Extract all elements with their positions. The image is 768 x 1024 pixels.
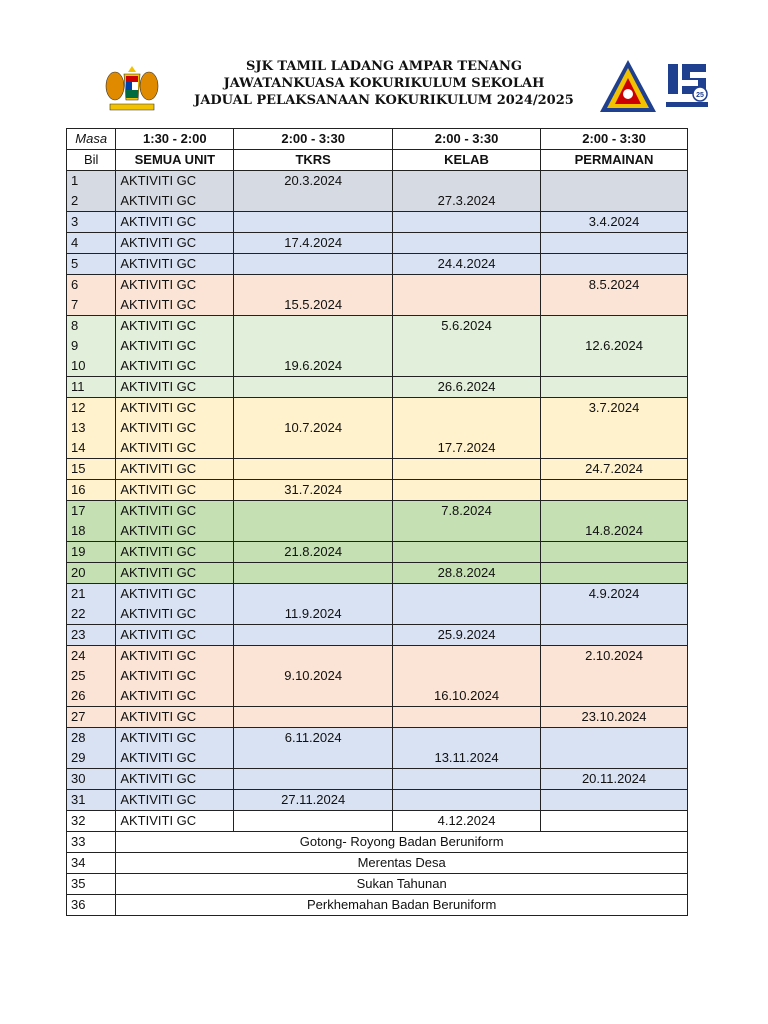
tkrs-date-cell (234, 707, 393, 728)
table-row (67, 542, 688, 563)
semua-unit-cell: AKTIVITI GC (116, 191, 234, 212)
tkrs-date-cell: 20.3.2024 (234, 171, 393, 192)
semua-unit-cell: AKTIVITI GC (116, 356, 234, 377)
row-number: 21 (67, 584, 116, 605)
row-number: 6 (67, 275, 116, 296)
row-number: 1 (67, 171, 116, 192)
semua-unit-cell: AKTIVITI GC (116, 666, 234, 686)
table-row (67, 191, 688, 212)
semua-unit-cell: AKTIVITI GC (116, 275, 234, 296)
row-number: 16 (67, 480, 116, 501)
event-label: Gotong- Royong Badan Beruniform (116, 832, 688, 853)
table-row (67, 625, 688, 646)
kelab-date-cell: 5.6.2024 (393, 316, 541, 337)
permainan-date-cell: 14.8.2024 (541, 521, 688, 542)
semua-unit-cell: AKTIVITI GC (116, 398, 234, 419)
kelab-date-cell (393, 398, 541, 419)
permainan-date-cell: 2.10.2024 (541, 646, 688, 667)
semua-unit-cell: AKTIVITI GC (116, 563, 234, 584)
semua-unit-cell: AKTIVITI GC (116, 748, 234, 769)
row-number: 36 (67, 895, 116, 916)
semua-unit-cell: AKTIVITI GC (116, 418, 234, 438)
kelab-date-cell (393, 707, 541, 728)
tkrs-date-cell (234, 563, 393, 584)
column-header-row (67, 150, 688, 171)
table-row (67, 233, 688, 254)
table-row (67, 521, 688, 542)
row-number: 22 (67, 604, 116, 625)
semua-unit-cell: AKTIVITI GC (116, 811, 234, 832)
semua-unit-cell: AKTIVITI GC (116, 521, 234, 542)
row-number: 15 (67, 459, 116, 480)
semua-unit-cell: AKTIVITI GC (116, 438, 234, 459)
table-row (67, 212, 688, 233)
semua-unit-cell: AKTIVITI GC (116, 233, 234, 254)
semua-unit-cell: AKTIVITI GC (116, 212, 234, 233)
schedule-title: JADUAL PELAKSANAAN KOKURIKULUM 2024/2025 (194, 93, 574, 108)
semua-unit-cell: AKTIVITI GC (116, 480, 234, 501)
permainan-date-cell: 12.6.2024 (541, 336, 688, 356)
tkrs-date-cell (234, 336, 393, 356)
semua-unit-cell: AKTIVITI GC (116, 254, 234, 275)
row-number: 34 (67, 853, 116, 874)
row-number: 32 (67, 811, 116, 832)
tkrs-date-cell: 11.9.2024 (234, 604, 393, 625)
tkrs-date-cell (234, 625, 393, 646)
header-tkrs: TKRS (234, 150, 393, 171)
row-number: 24 (67, 646, 116, 667)
table-row (67, 501, 688, 522)
table-row (67, 563, 688, 584)
row-number: 8 (67, 316, 116, 337)
semua-unit-cell: AKTIVITI GC (116, 377, 234, 398)
row-number: 25 (67, 666, 116, 686)
semua-unit-cell: AKTIVITI GC (116, 728, 234, 749)
row-number: 14 (67, 438, 116, 459)
semua-unit-cell: AKTIVITI GC (116, 316, 234, 337)
header-kelab: KELAB (393, 150, 541, 171)
permainan-date-cell (541, 438, 688, 459)
table-row (67, 584, 688, 605)
row-number: 35 (67, 874, 116, 895)
permainan-date-cell (541, 171, 688, 192)
committee-name: JAWATANKUASA KOKURIKULUM SEKOLAH (223, 76, 545, 91)
semua-unit-cell: AKTIVITI GC (116, 295, 234, 316)
semua-unit-cell: AKTIVITI GC (116, 604, 234, 625)
tkrs-date-cell (234, 275, 393, 296)
semua-unit-cell: AKTIVITI GC (116, 790, 234, 811)
event-row (67, 895, 688, 916)
row-number: 28 (67, 728, 116, 749)
row-number: 12 (67, 398, 116, 419)
tkrs-date-cell (234, 769, 393, 790)
tkrs-date-cell (234, 501, 393, 522)
time-permainan: 2:00 - 3:30 (541, 129, 688, 150)
permainan-date-cell (541, 501, 688, 522)
table-row (67, 418, 688, 438)
permainan-date-cell (541, 666, 688, 686)
table-row (67, 769, 688, 790)
permainan-date-cell: 20.11.2024 (541, 769, 688, 790)
tkrs-date-cell: 31.7.2024 (234, 480, 393, 501)
tkrs-date-cell (234, 191, 393, 212)
event-label: Sukan Tahunan (116, 874, 688, 895)
kelab-date-cell: 27.3.2024 (393, 191, 541, 212)
time-semua-unit: 1:30 - 2:00 (116, 129, 234, 150)
tkrs-date-cell: 17.4.2024 (234, 233, 393, 254)
masa-label: Masa (67, 129, 116, 150)
row-number: 11 (67, 377, 116, 398)
permainan-date-cell (541, 191, 688, 212)
table-row (67, 171, 688, 192)
tkrs-date-cell (234, 646, 393, 667)
row-number: 2 (67, 191, 116, 212)
header-permainan: PERMAINAN (541, 150, 688, 171)
table-row (67, 438, 688, 459)
table-row (67, 295, 688, 316)
table-row (67, 604, 688, 625)
row-number: 17 (67, 501, 116, 522)
kelab-date-cell (393, 790, 541, 811)
kelab-date-cell (393, 459, 541, 480)
table-row (67, 686, 688, 707)
row-number: 31 (67, 790, 116, 811)
kelab-date-cell: 26.6.2024 (393, 377, 541, 398)
tkrs-date-cell (234, 521, 393, 542)
table-row (67, 707, 688, 728)
header-semua-unit: SEMUA UNIT (116, 150, 234, 171)
tkrs-date-cell: 19.6.2024 (234, 356, 393, 377)
kelab-date-cell (393, 233, 541, 254)
permainan-date-cell (541, 377, 688, 398)
kelab-date-cell: 24.4.2024 (393, 254, 541, 275)
table-row (67, 666, 688, 686)
semua-unit-cell: AKTIVITI GC (116, 707, 234, 728)
table-row (67, 398, 688, 419)
table-row (67, 480, 688, 501)
permainan-date-cell (541, 295, 688, 316)
kelab-date-cell: 16.10.2024 (393, 686, 541, 707)
kelab-date-cell (393, 418, 541, 438)
tkrs-date-cell (234, 584, 393, 605)
kelab-date-cell (393, 480, 541, 501)
row-number: 27 (67, 707, 116, 728)
tkrs-date-cell: 15.5.2024 (234, 295, 393, 316)
row-number: 5 (67, 254, 116, 275)
tkrs-date-cell: 21.8.2024 (234, 542, 393, 563)
tkrs-date-cell (234, 212, 393, 233)
permainan-date-cell: 4.9.2024 (541, 584, 688, 605)
table-row (67, 811, 688, 832)
tkrs-date-cell (234, 686, 393, 707)
event-row (67, 853, 688, 874)
event-label: Perkhemahan Badan Beruniform (116, 895, 688, 916)
permainan-date-cell (541, 563, 688, 584)
kelab-date-cell (393, 728, 541, 749)
kelab-date-cell (393, 584, 541, 605)
semua-unit-cell: AKTIVITI GC (116, 542, 234, 563)
time-tkrs: 2:00 - 3:30 (234, 129, 393, 150)
semua-unit-cell: AKTIVITI GC (116, 646, 234, 667)
row-number: 3 (67, 212, 116, 233)
kelab-date-cell (393, 542, 541, 563)
tkrs-date-cell (234, 316, 393, 337)
kelab-date-cell: 13.11.2024 (393, 748, 541, 769)
permainan-date-cell (541, 728, 688, 749)
kelab-date-cell (393, 212, 541, 233)
document-header (0, 58, 768, 118)
table-row (67, 316, 688, 337)
row-number: 20 (67, 563, 116, 584)
permainan-date-cell: 8.5.2024 (541, 275, 688, 296)
tkrs-date-cell: 9.10.2024 (234, 666, 393, 686)
permainan-date-cell (541, 233, 688, 254)
kelab-date-cell (393, 171, 541, 192)
tkrs-date-cell (234, 398, 393, 419)
row-number: 9 (67, 336, 116, 356)
event-label: Merentas Desa (116, 853, 688, 874)
permainan-date-cell: 24.7.2024 (541, 459, 688, 480)
semua-unit-cell: AKTIVITI GC (116, 459, 234, 480)
permainan-date-cell (541, 316, 688, 337)
logo-badge-text: 25 (696, 92, 704, 99)
kelab-date-cell: 28.8.2024 (393, 563, 541, 584)
permainan-date-cell (541, 480, 688, 501)
kelab-date-cell: 4.12.2024 (393, 811, 541, 832)
permainan-date-cell (541, 418, 688, 438)
kelab-date-cell (393, 275, 541, 296)
table-row (67, 728, 688, 749)
bil-label: Bil (67, 150, 116, 171)
kelab-date-cell (393, 521, 541, 542)
table-row (67, 356, 688, 377)
semua-unit-cell: AKTIVITI GC (116, 171, 234, 192)
permainan-date-cell (541, 748, 688, 769)
semua-unit-cell: AKTIVITI GC (116, 336, 234, 356)
table-row (67, 459, 688, 480)
kelab-date-cell (393, 356, 541, 377)
table-row (67, 748, 688, 769)
row-number: 4 (67, 233, 116, 254)
permainan-date-cell (541, 811, 688, 832)
tkrs-date-cell (234, 748, 393, 769)
tkrs-date-cell (234, 811, 393, 832)
time-header-row (67, 129, 688, 150)
permainan-date-cell (541, 254, 688, 275)
row-number: 18 (67, 521, 116, 542)
time-kelab: 2:00 - 3:30 (393, 129, 541, 150)
table-row (67, 790, 688, 811)
permainan-date-cell (541, 356, 688, 377)
kelab-date-cell (393, 769, 541, 790)
table-row (67, 336, 688, 356)
kelab-date-cell (393, 295, 541, 316)
permainan-date-cell (541, 625, 688, 646)
tkrs-date-cell (234, 377, 393, 398)
row-number: 19 (67, 542, 116, 563)
semua-unit-cell: AKTIVITI GC (116, 625, 234, 646)
permainan-date-cell: 23.10.2024 (541, 707, 688, 728)
row-number: 33 (67, 832, 116, 853)
kelab-date-cell: 17.7.2024 (393, 438, 541, 459)
row-number: 10 (67, 356, 116, 377)
row-number: 26 (67, 686, 116, 707)
table-row (67, 377, 688, 398)
permainan-date-cell (541, 542, 688, 563)
semua-unit-cell: AKTIVITI GC (116, 769, 234, 790)
row-number: 13 (67, 418, 116, 438)
permainan-date-cell: 3.7.2024 (541, 398, 688, 419)
row-number: 30 (67, 769, 116, 790)
row-number: 29 (67, 748, 116, 769)
permainan-date-cell (541, 686, 688, 707)
kelab-date-cell: 7.8.2024 (393, 501, 541, 522)
tkrs-date-cell (234, 438, 393, 459)
kelab-date-cell (393, 646, 541, 667)
tkrs-date-cell: 10.7.2024 (234, 418, 393, 438)
semua-unit-cell: AKTIVITI GC (116, 584, 234, 605)
row-number: 23 (67, 625, 116, 646)
permainan-date-cell: 3.4.2024 (541, 212, 688, 233)
table-row (67, 254, 688, 275)
permainan-date-cell (541, 790, 688, 811)
school-name: SJK TAMIL LADANG AMPAR TENANG (246, 59, 522, 74)
tkrs-date-cell: 27.11.2024 (234, 790, 393, 811)
permainan-date-cell (541, 604, 688, 625)
tkrs-date-cell (234, 459, 393, 480)
kelab-date-cell (393, 666, 541, 686)
event-row (67, 832, 688, 853)
semua-unit-cell: AKTIVITI GC (116, 501, 234, 522)
tkrs-date-cell (234, 254, 393, 275)
event-row (67, 874, 688, 895)
kelab-date-cell (393, 604, 541, 625)
table-row (67, 646, 688, 667)
tkrs-date-cell: 6.11.2024 (234, 728, 393, 749)
schedule-table (66, 128, 688, 916)
kelab-date-cell: 25.9.2024 (393, 625, 541, 646)
table-row (67, 275, 688, 296)
row-number: 7 (67, 295, 116, 316)
semua-unit-cell: AKTIVITI GC (116, 686, 234, 707)
kelab-date-cell (393, 336, 541, 356)
